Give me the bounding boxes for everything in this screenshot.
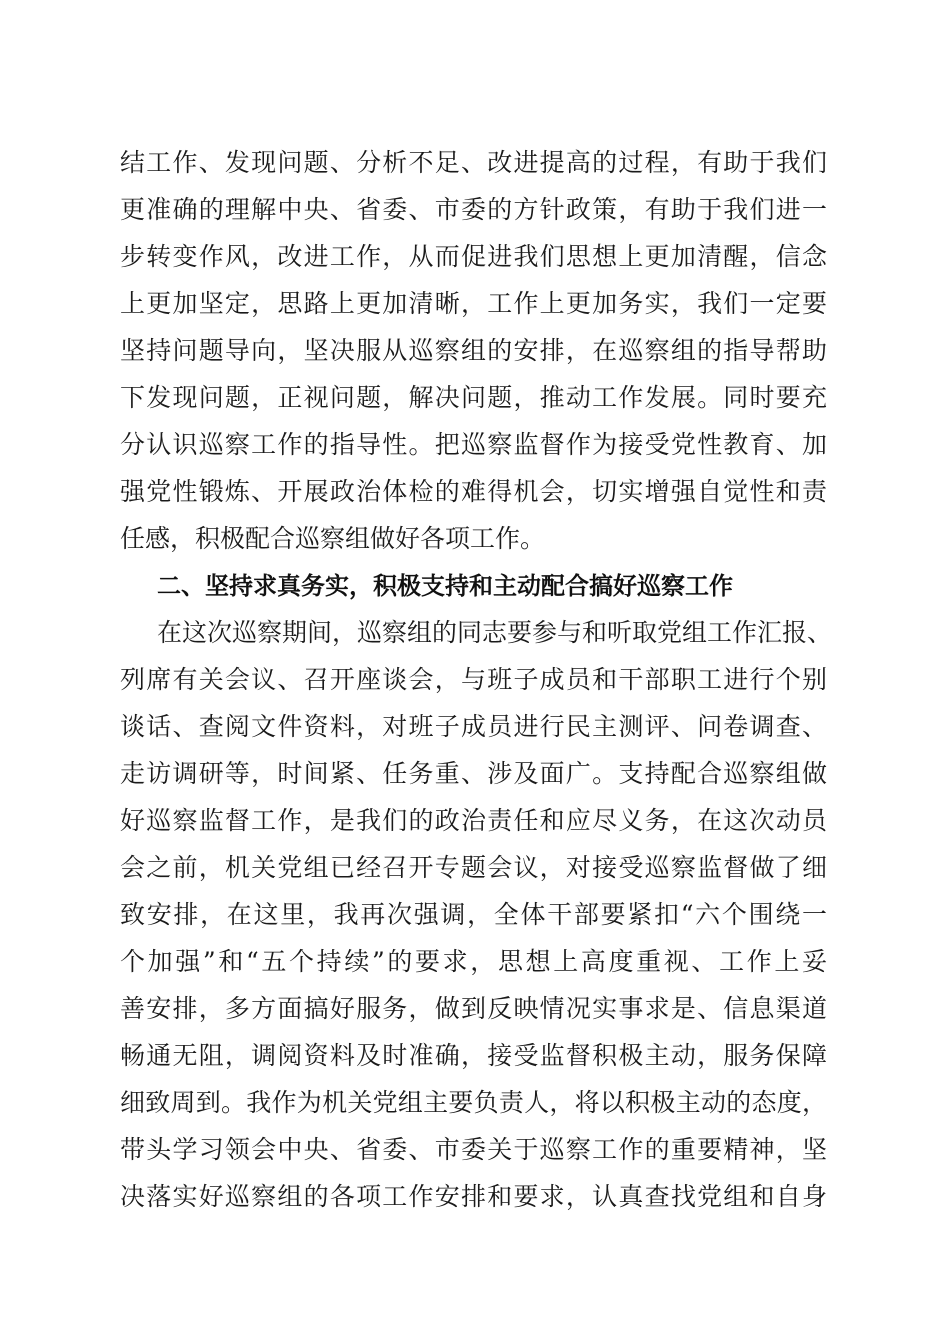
paragraph-line: 下发现问题，正视问题，解决问题，推动工作发展。同时要充 bbox=[120, 383, 827, 412]
paragraph-line: 个加强”和“五个持续”的要求，思想上高度重视、工作上妥 bbox=[120, 947, 827, 976]
paragraph-line: 分认识巡察工作的指导性。把巡察监督作为接受党性教育、加 bbox=[120, 430, 827, 459]
paragraph-line: 细致周到。我作为机关党组主要负责人，将以积极主动的态度， bbox=[120, 1088, 827, 1117]
paragraph-line: 坚持问题导向，坚决服从巡察组的安排，在巡察组的指导帮助 bbox=[120, 336, 827, 365]
paragraph-line: 更准确的理解中央、省委、市委的方针政策，有助于我们进一 bbox=[120, 195, 827, 224]
paragraph-line: 带头学习领会中央、省委、市委关于巡察工作的重要精神，坚 bbox=[120, 1135, 827, 1164]
paragraph-line: 致安排，在这里，我再次强调，全体干部要紧扣“六个围绕一 bbox=[120, 900, 827, 929]
paragraph-line: 好巡察监督工作，是我们的政治责任和应尽义务，在这次动员 bbox=[120, 806, 827, 835]
paragraph-line: 强党性锻炼、开展政治体检的难得机会，切实增强自觉性和责 bbox=[120, 477, 827, 506]
paragraph-line: 上更加坚定，思路上更加清晰，工作上更加务实，我们一定要 bbox=[120, 289, 827, 318]
paragraph-line: 畅通无阻，调阅资料及时准确，接受监督积极主动，服务保障 bbox=[120, 1041, 827, 1070]
paragraph-line: 结工作、发现问题、分析不足、改进提高的过程，有助于我们 bbox=[120, 148, 827, 177]
section-heading: 二、坚持求真务实，积极支持和主动配合搞好巡察工作 bbox=[157, 572, 733, 600]
paragraph-line: 决落实好巡察组的各项工作安排和要求，认真查找党组和自身 bbox=[120, 1182, 827, 1211]
paragraph-line: 列席有关会议、召开座谈会，与班子成员和干部职工进行个别 bbox=[120, 665, 827, 694]
paragraph-line: 会之前，机关党组已经召开专题会议，对接受巡察监督做了细 bbox=[120, 853, 827, 882]
paragraph-line: 步转变作风，改进工作，从而促进我们思想上更加清醒，信念 bbox=[120, 242, 827, 271]
paragraph-line: 走访调研等，时间紧、任务重、涉及面广。支持配合巡察组做 bbox=[120, 759, 827, 788]
paragraph-line: 任感，积极配合巡察组做好各项工作。 bbox=[120, 524, 546, 553]
paragraph-line: 在这次巡察期间，巡察组的同志要参与和听取党组工作汇报、 bbox=[157, 618, 833, 647]
paragraph-line: 善安排，多方面搞好服务，做到反映情况实事求是、信息渠道 bbox=[120, 994, 827, 1023]
paragraph-line: 谈话、查阅文件资料，对班子成员进行民主测评、问卷调查、 bbox=[120, 712, 827, 741]
